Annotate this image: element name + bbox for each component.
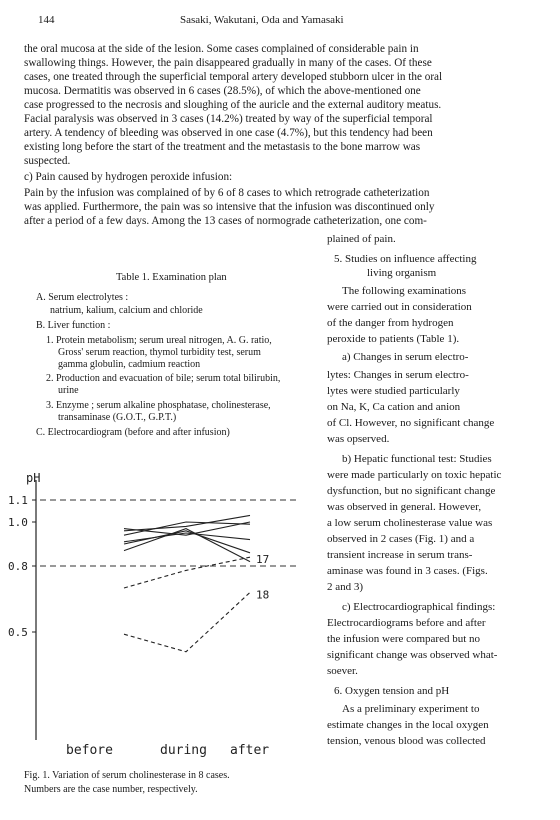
text-line: after a period of a few days. Among the 13 cases of normograde catheterization, one com- (24, 215, 427, 227)
table-line: gamma globulin, cadmium reaction (58, 359, 201, 370)
text-line: transient increase in serum trans- (327, 549, 473, 561)
text-line: tension, venous blood was collected (327, 735, 486, 747)
text-line: dysfunction, but no significant change (327, 485, 496, 497)
text-line: observed in 2 cases (Fig. 1) and a (327, 533, 475, 545)
text-line: c) Electrocardiographical findings: (342, 601, 496, 613)
text-line: was opserved. (327, 433, 390, 445)
y-tick-label: 0.5 (8, 626, 28, 639)
text-line: the infusion were compared but no (327, 633, 481, 645)
table-title: Table 1. Examination plan (116, 272, 227, 283)
text-line: artery. A tendency of bleeding was observed in one case (4.7%), but this tendency had been (24, 127, 433, 139)
y-tick-label: 0.8 (8, 560, 28, 573)
text-line: peroxide to patients (Table 1). (327, 333, 460, 345)
caption-line: Fig. 1. Variation of serum cholinesterase in 8 cases. (24, 770, 230, 781)
text-line: swallowing things. However, the pain disappeared gradually in many of the cases. Of these (24, 57, 432, 69)
caption-line: Numbers are the case number, respectively. (24, 784, 198, 795)
text-line: the oral mucosa at the side of the lesion. Some cases complained of considerable pain in (24, 43, 419, 55)
text-line: of the danger from hydrogen (327, 317, 454, 329)
text-line: was observed in general. However, (327, 501, 482, 513)
table-line: natrium, kalium, calcium and chloride (50, 305, 203, 316)
table-line: B. Liver function : (36, 320, 111, 331)
text-line: As a preliminary experiment to (342, 703, 480, 715)
text-line: 2 and 3) (327, 581, 364, 593)
text-line: Facial paralysis was observed in 3 cases (14.2%) treated by way of the superficial temporal (24, 113, 433, 125)
text-line: estimate changes in the local oxygen (327, 719, 489, 731)
text-line: suspected. (24, 155, 71, 167)
text-line: b) Hepatic functional test: Studies (342, 453, 492, 465)
text-line: The following examinations (342, 285, 467, 297)
text-line: lytes: Changes in serum electro- (327, 369, 469, 381)
table-line: transaminase (G.O.T., G.P.T.) (58, 412, 177, 423)
series-line (124, 531, 250, 553)
text-line: of Cl. However, no significant change (327, 417, 495, 429)
section-heading: 5. Studies on influence affecting (334, 253, 477, 265)
text-line: plained of pain. (327, 233, 396, 245)
text-line: on Na, K, Ca cation and anion (327, 401, 461, 413)
table-line: urine (58, 385, 79, 396)
table-line: 3. Enzyme ; serum alkaline phosphatase, cholinesterase, (46, 400, 271, 411)
y-tick-label: 1.1 (8, 494, 28, 507)
table-line: 2. Production and evacuation of bile; serum total bilirubin, (46, 373, 281, 384)
table-line: A. Serum electrolytes : (36, 292, 129, 303)
text-line: aminase was found in 3 cases. (Figs. (327, 565, 488, 577)
x-category-label: during (160, 743, 207, 758)
page-number: 144 (38, 14, 55, 26)
series-label: 17 (256, 553, 270, 567)
text-line: existing long before the start of the treatment and the metastasis to the bone marrow was (24, 141, 421, 153)
text-line: significant change was observed what- (327, 649, 498, 661)
text-line: were made particularly on toxic hepatic (327, 469, 502, 481)
table-line: 1. Protein metabolism; serum ureal nitrogen, A. G. ratio, (46, 335, 272, 346)
table-line: C. Electrocardiogram (before and after infusion) (36, 427, 230, 438)
text-line: Pain by the infusion was complained of by 6 of 8 cases to which retrograde catheterization (24, 187, 430, 199)
text-line: Electrocardiograms before and after (327, 617, 486, 629)
section-heading: c) Pain caused by hydrogen peroxide infusion: (24, 171, 233, 183)
text-line: soever. (327, 665, 358, 677)
y-axis-label: pH (26, 471, 41, 485)
series-line (124, 592, 250, 651)
text-line: was applied. Furthermore, the pain was so intensive that the infusion was discontinued only (24, 201, 435, 213)
text-line: a) Changes in serum electro- (342, 351, 469, 363)
running-head: Sasaki, Wakutani, Oda and Yamasaki (180, 14, 344, 26)
text-line: were carried out in consideration (327, 301, 472, 313)
x-category-label: before (66, 743, 113, 758)
series-line (124, 557, 250, 588)
series-label: 18 (256, 588, 270, 602)
text-line: case progressed to the necrosis and sloughing of the auricle and the external auditory meatus. (24, 99, 442, 111)
section-heading: 6. Oxygen tension and pH (334, 685, 450, 697)
y-tick-label: 1.0 (8, 516, 28, 529)
text-line: mucosa. Dermatitis was observed in 6 cases (28.5%), of which the above-mentioned one (24, 85, 421, 97)
section-heading: living organism (367, 267, 437, 279)
text-line: cases, one treated through the superficial temporal artery developed stubborn ulcer in the oral (24, 71, 443, 83)
x-category-label: after (230, 743, 270, 758)
table-line: Gross' serum reaction, thymol turbidity test, serum (58, 347, 261, 358)
text-line: lytes were studied particularly (327, 385, 460, 397)
text-line: a low serum cholinesterase value was (327, 517, 493, 529)
